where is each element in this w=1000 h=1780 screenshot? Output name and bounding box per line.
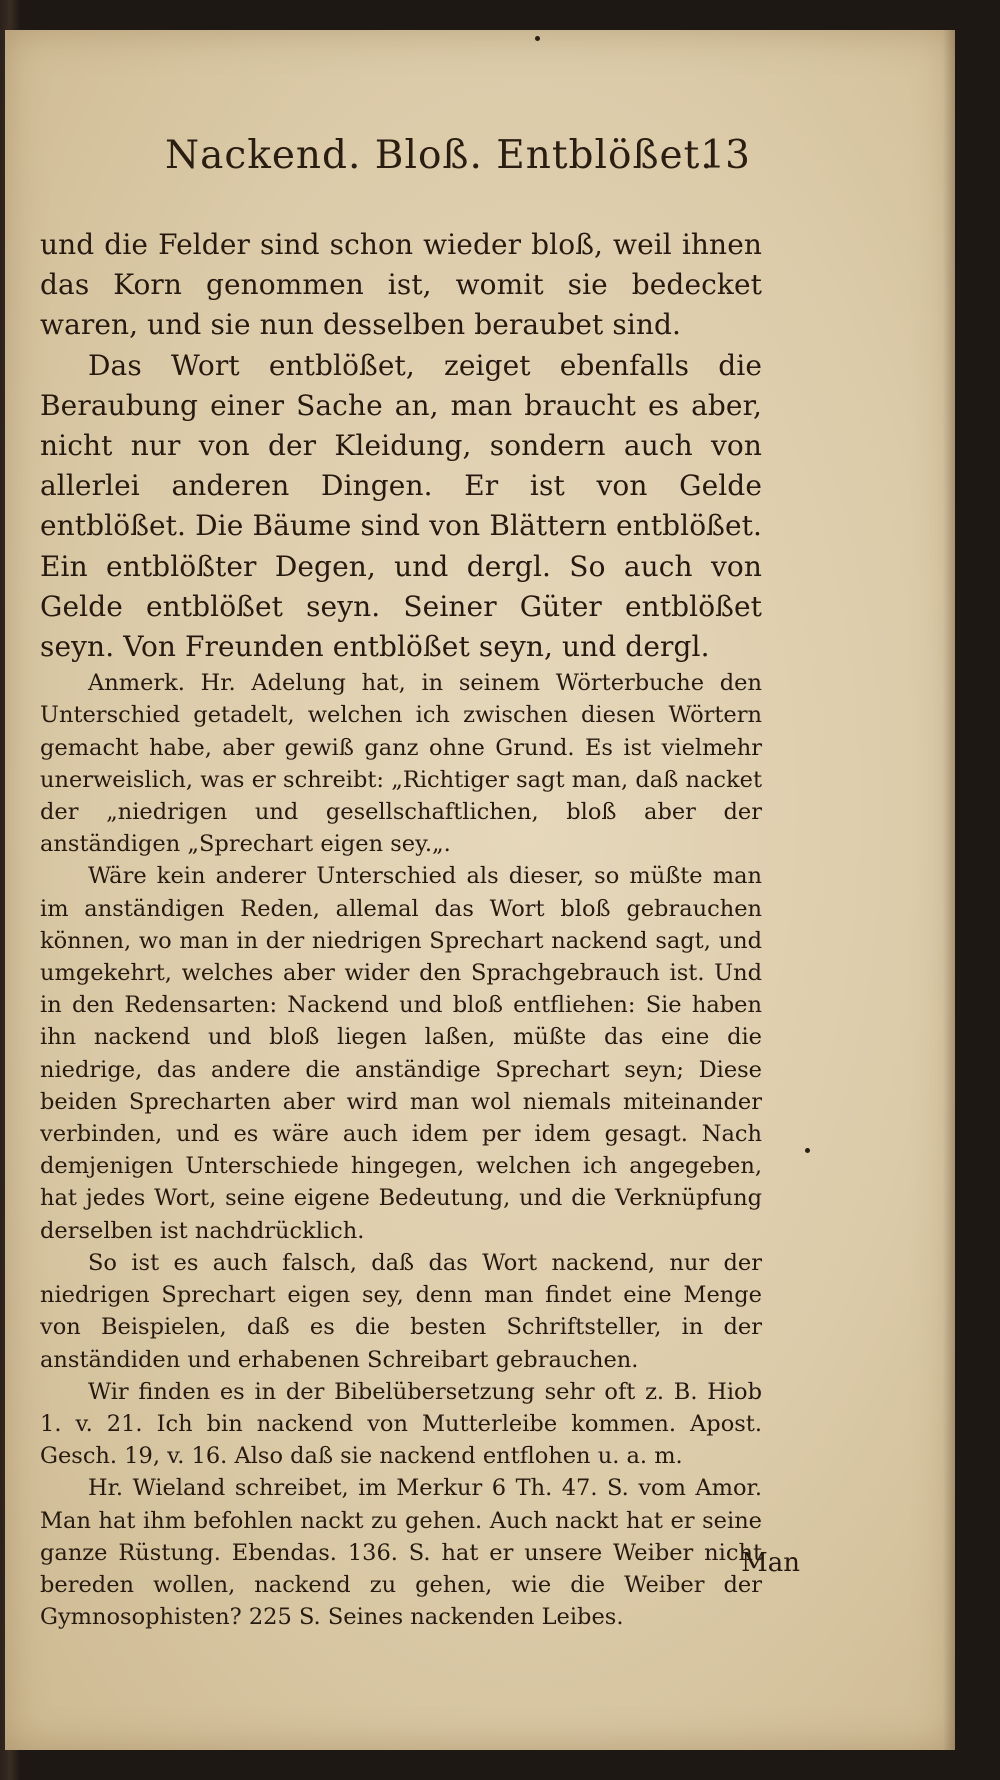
ink-fleck — [535, 36, 540, 41]
ink-fleck — [805, 1148, 810, 1153]
body-text — [40, 225, 762, 1633]
page-edge-shadow — [943, 30, 955, 1750]
paragraph: Das Wort entblößet, zeiget ebenfalls die Beraubung einer Sache an, man braucht es aber, nicht nur von der Kleidung, sondern auch von allerlei anderen Dingen. Er ist von Gelde entblößet. Die Bäume sind von Blättern entblößet. Ein entblößter Degen, und dergl. So auch von Gelde entblößet seyn. Seiner Güter entblößet seyn. Von Freunden entblößet seyn, und dergl. — [40, 348, 762, 664]
running-title: Nackend. Bloß. Entblößet. — [165, 133, 714, 178]
paragraph: und die Felder sind schon wieder bloß, weil ihnen das Korn genommen ist, womit sie bedecket waren, und sie nun desselben beraubet sind. — [40, 228, 762, 342]
annotation-paragraph: So ist es auch falsch, daß das Wort nackend, nur der niedrigen Sprechart eigen sey, denn man findet eine Menge von Beispielen, daß es die besten Schriftsteller, in der anständiden und erhabenen Schreibart gebrauchen. — [40, 1249, 762, 1373]
page-number: 13 — [700, 133, 750, 178]
page-header — [160, 125, 750, 195]
annotation-paragraph: Wir finden es in der Bibelübersetzung sehr oft z. B. Hiob 1. v. 21. Ich bin nackend von Mutterleibe kommen. Apost. Gesch. 19, v. 16. Also daß sie nackend entflohen u. a. m. — [40, 1378, 762, 1470]
annotation-paragraph: Hr. Wieland schreibet, im Merkur 6 Th. 47. S. vom Amor. Man hat ihm befohlen nackt zu gehen. Auch nackt hat er seine ganze Rüstung. Ebendas. 136. S. hat er unsere Weiber nicht bereden wollen, nackend zu gehen, wie die Weiber der Gymnosophisten? 225 S. Seines nackenden Leibes. — [40, 1475, 762, 1631]
catchword: Man — [741, 1548, 800, 1578]
annotation-paragraph: Wäre kein anderer Unterschied als dieser, so müßte man im anständigen Reden, allemal das Wort bloß gebrauchen können, wo man in der niedrigen Sprechart nackend sagt, und umgekehrt, welches aber wider den Sprachgebrauch ist. Und in den Redensarten: Nackend und bloß entfliehen: Sie haben ihn nackend und bloß liegen laßen, müßte das eine die niedrige, das andere die anständige Sprechart seyn; Diese beiden Sprecharten aber wird man wol niemals miteinander verbinden, und es wäre auch idem per idem gesagt. Nach demjenigen Unterschiede hingegen, welchen ich angegeben, hat jedes Wort, seine eigene Bedeutung, und die Verknüpfung derselben ist nachdrücklich. — [40, 863, 762, 1244]
annotation-paragraph: Anmerk. Hr. Adelung hat, in seinem Wörterbuche den Unterschied getadelt, welchen ich zwischen diesen Wörtern gemacht habe, aber gewiß ganz ohne Grund. Es ist vielmehr unerweislich, was er schreibt: „Richtiger sagt man, daß nacket der „niedrigen und gesellschaftlichen, bloß aber der anständigen „Sprechart eigen sey.„. — [40, 670, 762, 858]
